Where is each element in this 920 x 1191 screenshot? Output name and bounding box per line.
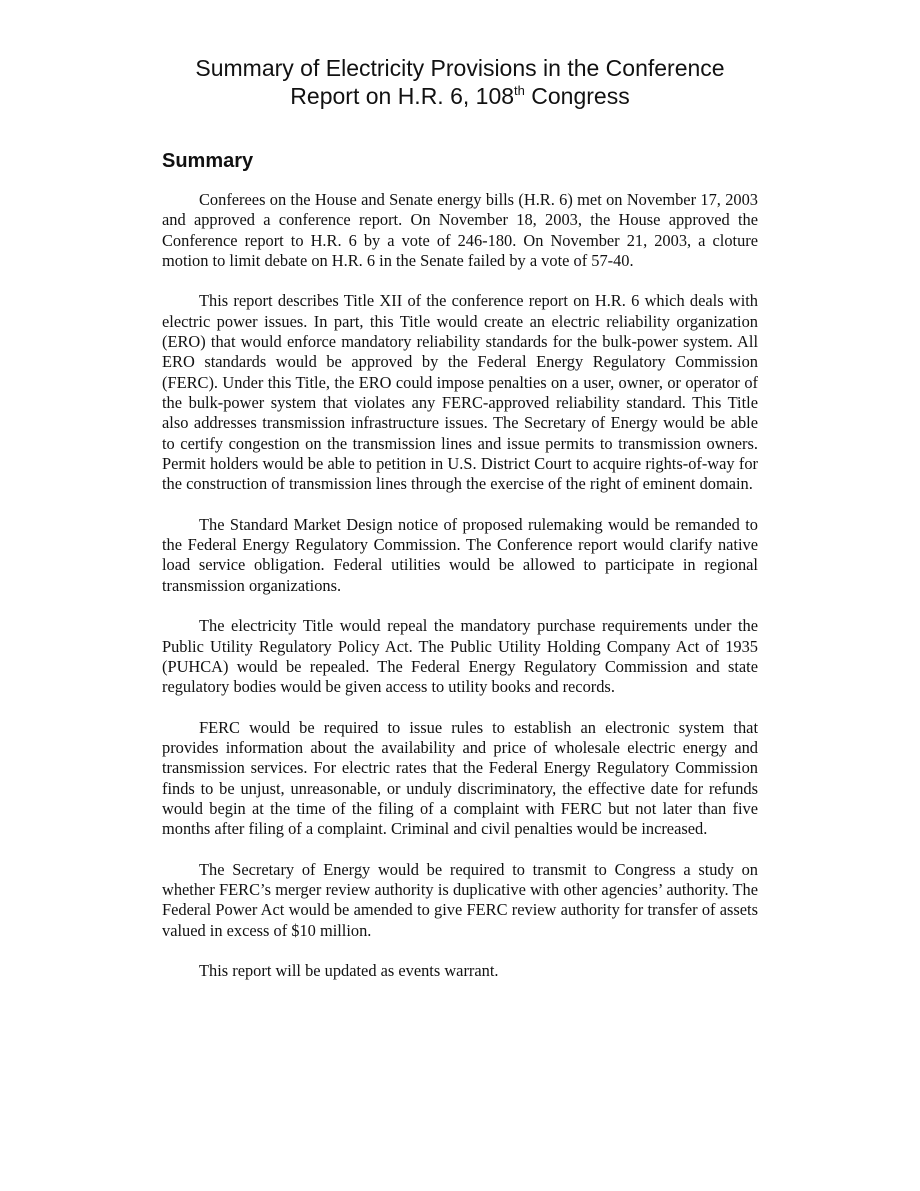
- title-line-2-suffix: Congress: [524, 83, 630, 109]
- paragraph-ferc-rules: FERC would be required to issue rules to establish an electronic system that provides information about the availability and price of wholesale electric energy and transmission services. For electric rates that the Federal Energy Regulatory Commission finds to be unjust, unreasonable, or unduly discriminatory, the effective date for refunds would begin at the time of the filing of a complaint with FERC but not later than five months after filing of a complaint. Criminal and civil penalties would be increased.: [162, 717, 758, 839]
- summary-body: [162, 190, 758, 982]
- title-line-1: Summary of Electricity Provisions in the Conference: [195, 55, 725, 81]
- title-line-2: [162, 82, 758, 110]
- paragraph-update-note: This report will be updated as events warrant.: [199, 961, 499, 981]
- paragraph-title-xii: This report describes Title XII of the conference report on H.R. 6 which deals with electric power issues. In part, this Title would create an electric reliability organization (ERO) that would enforce mandatory reliability standards for the bulk-power system. All ERO standards would be approved by the Federal Energy Regulatory Commission (FERC). Under this Title, the ERO could impose penalties on a user, owner, or operator of the bulk-power system that violates any FERC-approved reliability standard. This Title also addresses transmission infrastructure issues. The Secretary of Energy would be able to certify congestion on the transmission lines and issue permits to transmission owners. Permit holders would be able to petition in U.S. District Court to acquire rights-of-way for the construction of transmission lines through the exercise of the right of eminent domain.: [162, 291, 758, 494]
- paragraph-conferees: Conferees on the House and Senate energy bills (H.R. 6) met on November 17, 2003 and approved a conference report. On November 18, 2003, the House approved the Conference report to H.R. 6 by a vote of 246-180. On November 21, 2003, a cloture motion to limit debate on H.R. 6 in the Senate failed by a vote of 57-40.: [162, 190, 758, 270]
- title-superscript: th: [514, 83, 525, 98]
- paragraph-standard-market-design: The Standard Market Design notice of proposed rulemaking would be remanded to the Federal Energy Regulatory Commission. The Conference report would clarify native load service obligation. Federal utilities would be allowed to participate in regional transmission organizations.: [162, 514, 758, 595]
- document-page: [162, 54, 758, 1002]
- section-heading-summary: Summary: [162, 150, 254, 172]
- paragraph-purpa-puhca: The electricity Title would repeal the mandatory purchase requirements under the Public Utility Regulatory Policy Act. The Public Utility Holding Company Act of 1935 (PUHCA) would be repealed. The Federal Energy Regulatory Commission and state regulatory bodies would be given access to utility books and records.: [162, 616, 758, 697]
- paragraph-merger-review: The Secretary of Energy would be required to transmit to Congress a study on whether FERC’s merger review authority is duplicative with other agencies’ authority. The Federal Power Act would be amended to give FERC review authority for transfer of assets valued in excess of $10 million.: [162, 859, 758, 940]
- title-line-2-prefix: Report on H.R. 6, 108: [290, 83, 515, 109]
- report-title: [162, 54, 758, 110]
